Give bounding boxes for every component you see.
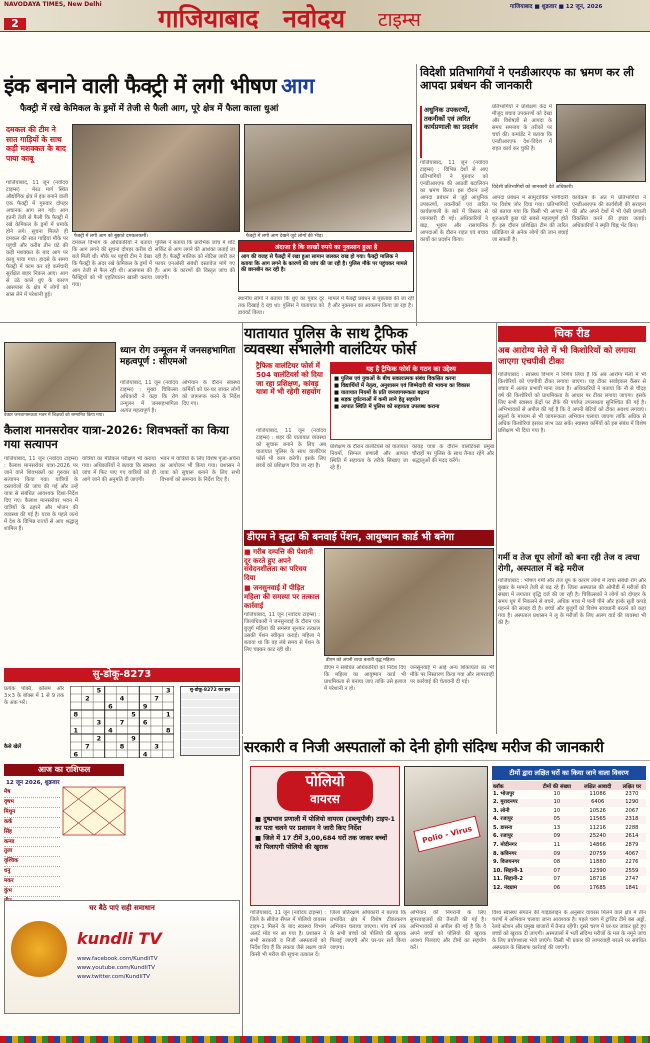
rashifal-sign: तुला (4, 847, 60, 857)
sudoku-cell-value: 6 (142, 718, 148, 727)
sudoku-cell-value: 3 (154, 742, 159, 751)
sudoku-header (4, 668, 240, 682)
polio-table-header: टीमों की संख्या (542, 783, 571, 790)
sudoku-answer-label: सु-डोकू-8272 का हल (181, 687, 239, 693)
ndrf-headline: विदेशी प्रतिभागियों ने एनडीआरएफ का भ्रमण कर ली आपदा प्रबंधन की जानकारी (420, 66, 634, 92)
ndrf-body-col3: आपदा प्रबंधन में सामुदायिक भागीदारी पर विशेष जोर दिया गया। प्रतिभागियों को बताया गया कि किसी भी आपदा में शुरुआती कुछ घंटे सबसे महत्वपूर्ण होते हैं। इस दौरान प्रशिक्षित टीम की त्वरित प्रतिक्रिया से अनेक लोगों की जान बचाई जा सकती है। (492, 195, 568, 243)
fire-photo-2 (244, 124, 412, 232)
traffic-headline-line2: व्यवस्था संभालेगी वालंटियर फोर्स (244, 342, 417, 358)
polio-table-cell: 11216 (589, 824, 606, 831)
polio-table-row (492, 799, 646, 808)
rashifal-sign: मकर (4, 877, 60, 887)
page-number: 2 (4, 18, 26, 30)
traffic-box-item: ■ आपात स्थिति में पुलिस को सहायता उपलब्ध कराना (334, 404, 440, 410)
column-divider (242, 322, 243, 734)
polio-table-cell: 10 (553, 807, 561, 814)
sudoku-cell-value: 3 (165, 686, 171, 695)
rashifal-sign: वृषभ (4, 798, 60, 808)
sudoku-cell-value: 2 (96, 734, 102, 743)
column-divider (416, 64, 417, 326)
sudoku-title: सु-डोकू-8273 (92, 669, 152, 680)
polio-table-title-bar (492, 766, 646, 780)
polio-table-cell: 11. सिहानी-2 (493, 876, 523, 883)
lead-body-col1: गाजियाबाद, 11 जून (नवोदय टाइम्स) : मेरठ मार्ग स्थित औद्योगिक क्षेत्र में इंक बनाने वाली एक फैक्ट्री में गुरुवार दोपहर अचानक आग लग गई। आग इतनी तेजी से फैली कि फैक्ट्री में रखे केमिकल के ड्रमों में धमाके होने लगे। सूचना मिलते ही दमकल की सात गाड़ियां मौके पर पहुंचीं और करीब तीन घंटे की कड़ी मशक्कत के बाद आग पर काबू पाया गया। हादसे के समय फैक्ट्री में काम कर रहे कर्मचारी सुरक्षित बाहर निकल आए। आग से उठे काले धुएं के कारण आसपास के क्षेत्र में लोगों को सांस लेने में परेशानी हुई। (6, 180, 68, 298)
sudoku-cell-value: 4 (142, 750, 148, 758)
traffic-box-item: ■ विद्यार्थियों में नेतृत्व, अनुशासन एवं जिम्मेदारी की भावना का विकास (334, 383, 470, 389)
sudoku-cell-value: 6 (108, 702, 113, 711)
sudoku-cell-value: 8 (165, 726, 171, 735)
ndrf-body-col2: प्रतिभागियों ने प्रशिक्षण केंद्र में मौजूद बचाव उपकरणों को देखा और विशेषज्ञों से आपदा के समय समन्वय के तरीकों पर चर्चा की। कमांडेंट ने बताया कि एनडीआरएफ देश-विदेश में राहत कार्य कर चुकी है। (492, 104, 552, 152)
polio-box (250, 766, 400, 906)
polio-table-cell: 25240 (589, 833, 606, 840)
sudoku-cell-value: 1 (165, 710, 171, 719)
fire-photo-caption: फैक्ट्री में लगी आग को बुझाते दमकलकर्मी। (74, 234, 149, 239)
polio-table-cell: 2370 (625, 790, 639, 797)
dm-caption: डीएम को अपनी व्यथा बताती वृद्ध महिला। (326, 658, 396, 663)
ndrf-caption: विदेशी प्रतिभागियों को जानकारी देते अधिकारी। (492, 185, 574, 190)
polio-table-cell: 18718 (589, 876, 606, 883)
polio-title-2: वायरस (310, 792, 340, 806)
masthead (0, 0, 650, 32)
kundli-ad-link[interactable]: www.twitter.com/KundliTV (77, 974, 150, 980)
lead-body-col5: मामले में फैक्ट्री प्रबंधन से पूछताछ की जा रही है और नुकसान का आकलन किया जा रहा है। (328, 296, 414, 309)
polio-table-row (492, 867, 646, 876)
masthead-city: गाजियाबाद (158, 4, 259, 33)
kundli-ad-link[interactable]: www.facebook.com/KundliTV (77, 956, 158, 962)
column-divider (496, 322, 497, 734)
polio-table-cell: 07 (553, 867, 561, 874)
polio-title-badge (277, 771, 373, 811)
polio-body-col2: जिला प्रतिरक्षण अधिकारी ने बताया कि प्रभावित क्षेत्र में विशेष टीकाकरण अभियान चलाया जाएगा। पांच वर्ष तक के सभी बच्चों को पोलियो की खुराक पिलाई जाएगी और घर-घर सर्वे किया जाएगा। (330, 910, 406, 951)
polio-table-cell: 4. रजापुर (493, 816, 513, 823)
polio-table-cell: 6. रजापुर (493, 833, 513, 840)
traffic-box (330, 362, 492, 440)
rashifal-date: 12 जून 2026, शुक्रवार (6, 780, 60, 786)
ndrf-body-col1: गाजियाबाद, 11 जून (नवोदय टाइम्स) : विभिन्न देशों से आए प्रतिभागियों ने गुरुवार को एनडीआरएफ की आठवीं बटालियन का भ्रमण किया। इस दौरान उन्हें आपदा प्रबंधन से जुड़े आधुनिक उपकरणों, तकनीकों एवं त्वरित कार्यप्रणाली के बारे में विस्तार से जानकारी दी गई। अधिकारियों ने बाढ़, भूकंप और रासायनिक आपदाओं के दौरान राहत एवं बचाव कार्यों का प्रदर्शन किया। (420, 160, 488, 243)
polio-table-cell: 9. विजयनगर (493, 859, 520, 866)
traffic-body-col3: कांवड़ यात्रा के दौरान वालंटियर्स प्रमुख चौराहों पर पुलिस के साथ तैनात रहेंगे और श्रद्धालुओं की मदद करेंगे। (412, 444, 494, 464)
polio-table-cell: 10. सिहानी-1 (493, 867, 523, 874)
sudoku-answer-grid (180, 686, 240, 756)
polio-table-cell: 2288 (625, 824, 639, 831)
polio-table-cell: 2559 (625, 867, 639, 874)
polio-table-cell: 07 (553, 876, 561, 883)
polio-table-cell: 2. मुरादनगर (493, 799, 518, 806)
dm-body-col3: जनसुनवाई में आई अन्य शिकायतों का भी मौके पर निस्तारण किया गया और लापरवाही पर कार्रवाई की चेतावनी दी गई। (410, 665, 494, 685)
polio-table-cell: 3. लोनी (493, 807, 510, 814)
lead-body-col2: दमकल विभाग के अधिकारियों ने बताया कि आग लगने की सूचना दोपहर करीब दो बजे मिली थी। मौके पर पहुंची टीम ने देखा कि फैक्ट्री के अंदर रखे केमिकल के ड्रमों में आग तेजी से फैल रही थी। आसपास की फैक्ट्रियों को भी एहतियातन खाली कराया गया। (72, 240, 152, 288)
rashifal-sign: कन्या (4, 838, 60, 848)
kailash-body-col2: यात्रियों का मेडिकल परीक्षण भी कराया गया। अधिकारियों ने बताया कि स्वास्थ्य जांच में फिट पाए गए यात्रियों को ही आगे जाने की अनुमति दी जाएगी। (82, 456, 156, 483)
date-line: गाजियाबाद ■ शुक्रवार ■ 12 जून, 2026 (510, 4, 603, 10)
polio-table-cell: 1. भोजपुर (493, 790, 515, 797)
lead-headline-text: इंक बनाने वाली फैक्ट्री में लगी भीषण (4, 74, 277, 98)
polio-table-cell: 2318 (625, 816, 639, 823)
polio-table-cell: 05 (553, 816, 561, 823)
traffic-quote: ट्रैफिक वालंटियर फोर्स में 504 वालंटियर्स को दिया जा रहा प्रशिक्षण, कांवड़ यात्रा में भी रहेगी सहयोग (256, 361, 323, 397)
traffic-box-item: ■ सड़क दुर्घटनाओं में कमी लाने हेतु सहयोग (334, 397, 421, 403)
ndrf-photo (556, 104, 646, 182)
lead-body-col3: पुलिस ने बताया कि प्रारंभिक जांच में शॉर्ट सर्किट से आग लगने की आशंका जताई जा रही है। फैक्ट्री मालिक को नोटिस जारी कर फायर एनओसी संबंधी दस्तावेज मांगे गए हैं। आग के कारणों की विस्तृत जांच की जाएगी। (155, 240, 235, 281)
sudoku-cell-value: 3 (96, 718, 102, 727)
polio-table-cell: 13 (553, 824, 561, 831)
polio-table-header: लक्षित घर (622, 783, 642, 790)
polio-table-cell: 09 (553, 850, 561, 857)
sudoku-cell-value: 9 (131, 734, 136, 743)
polio-vial-photo (404, 766, 488, 906)
traffic-box-item: ■ पुलिस एवं युवाओं के बीच सकारात्मक संबंध विकसित करना (334, 376, 456, 382)
dm-body-col2: डीएम ने संबंधित अधिकारियों को निर्देश दिए कि महिला का आयुष्मान कार्ड भी प्राथमिकता से बनाया जाए ताकि उसे इलाज में परेशानी न हो। (324, 665, 406, 692)
polio-bullet: ■ जिले में 17 टीमें 3,00,684 घरों तक जाकर बच्चों को पिलाएगी पोलियो की खुराक (255, 834, 388, 851)
sudoku-cell-value: 8 (73, 710, 79, 719)
rashifal-title: आज का राशिफल (37, 765, 91, 774)
traffic-box-title: यह है ट्रैफिक फोर्स के गठन का उद्देश्य (331, 363, 491, 374)
kundli-chart-icon (62, 786, 126, 836)
polio-headline: सरकारी व निजी अस्पतालों को देनी होगी संदिग्ध मरीज की जानकारी (244, 738, 604, 756)
ndrf-body-col4: कार्यक्रम के अंत में प्रतिभागियों ने एनडीआरएफ की कार्यशैली की सराहना की और अपने देशों में भी ऐसी प्रणाली विकसित करने की इच्छा जताई। अधिकारियों ने स्मृति चिह्न भेंट किए। (572, 195, 646, 229)
polio-table-cell: 2276 (625, 859, 639, 866)
sudoku-cell-value: 5 (131, 710, 136, 719)
sudoku-cell-value: 4 (119, 694, 125, 703)
rashifal-sign: धनु (4, 867, 60, 877)
sudoku-cell-value: 5 (96, 686, 102, 695)
traffic-headline-line1: यातायात पुलिस के साथ ट्रैफिक (244, 326, 408, 342)
lead-box-title: अंदाजा है कि लाखों रुपये का नुकसान हुआ है (239, 241, 413, 252)
row-divider (0, 322, 650, 323)
fire-photo-1 (72, 124, 240, 232)
lead-subhead: फैक्ट्री में रखे केमिकल के ड्रमों में तेजी से फैली आग, पूरे क्षेत्र में फैला काला धुआं (20, 104, 279, 114)
polio-table-cell: 6406 (591, 799, 605, 806)
traffic-headline (244, 326, 494, 358)
rashifal-sign: मेष (4, 788, 60, 798)
polio-table-row (492, 790, 646, 799)
polio-table-cell: 2879 (625, 842, 639, 849)
ndrf-pullquote: अधुनिक उपकरणों, तकनीकों एवं त्वरित कार्यप्रणाली का प्रदर्शन (420, 106, 488, 158)
lead-headline (4, 72, 414, 100)
polio-table-cell: 17685 (589, 885, 606, 892)
polio-table-row (492, 816, 646, 825)
polio-table-row (492, 859, 646, 868)
polio-table-cell: 11 (553, 842, 561, 849)
polio-table-cell: 7. मोदीनगर (493, 842, 517, 849)
cmo-body-col1: गाजियाबाद, 11 जून (नवोदय टाइम्स) : मुख्य चिकित्सा अधिकारी ने कहा कि रोग उन्मूलन में जनसहभागिता अत्यंत महत्वपूर्ण है। (120, 380, 178, 414)
kailash-body-col3: भवन में यात्रियों के लिए विशेष पूजा-अर्चना का आयोजन भी किया गया। प्रशासन ने यात्रा को सुचारू बनाने के लिए सभी विभागों को समन्वय के निर्देश दिए हैं। (160, 456, 240, 483)
fire-photo-caption-right: फैक्ट्री में लगी आग देखने जुटे लोगों की भीड़। (246, 234, 324, 239)
dm-bullet: ■ गरीब दम्पत्ति की पेशानी दूर करते हुए अपने संवेदनशीलता का परिचय दिया (244, 548, 313, 582)
dm-headline-bar (244, 530, 494, 546)
polio-table-cell: 2067 (625, 807, 639, 814)
kundli-ad-link[interactable]: www.youtube.com/KundliTV (77, 965, 155, 971)
dm-bullets (244, 548, 320, 610)
polio-table-cell: 2614 (625, 833, 639, 840)
lead-box-text: आग की वजह से फैक्ट्री में रखा हुआ सामान जलकर राख हो गया। फैक्ट्री मालिक ने बताया कि आग लगने के कारणों की जांच की जा रही है। पुलिस मौके पर पहुंचकर मामले की छानबीन कर रही है। (241, 254, 408, 274)
polio-table-cell: 06 (553, 885, 561, 892)
dm-headline: डीएम ने वृद्धा की बनवाई पेंशन, आयुष्मान कार्ड भी बनेगा (247, 532, 454, 543)
sudoku-cell-value: 7 (154, 694, 159, 703)
polio-table-row (492, 807, 646, 816)
polio-title-1: पोलियो (305, 772, 345, 790)
sudoku-cell-value: 9 (142, 702, 148, 711)
polio-vial-label: Polio - Virus (421, 823, 473, 846)
polio-table-header: लक्षित आबादी (584, 783, 612, 790)
polio-table-cell: 10 (553, 790, 561, 797)
polio-body-col3: अभियान की निगरानी के लिए सुपरवाइजरों की तैनाती की गई है। अभिभावकों से अपील की गई है कि वे अपने बच्चों को पोलियो की खुराक अवश्य पिलवाएं और टीमों का सहयोग करें। (410, 910, 486, 951)
chikitsa-subhead: गर्मी व तेज धूप लोगों को बना रही तेज व त्वचा रोगी, अस्पताल में बढ़े मरीज (498, 552, 640, 573)
polio-table-row (492, 833, 646, 842)
chikitsa-body: गाजियाबाद : स्वास्थ्य विभाग ने निर्णय लिया है कि अब आरोग्य मेलों में भी किशोरियों को एचपीवी टीका लगाया जाएगा। यह टीका सर्वाइकल कैंसर से बचाव में अत्यंत प्रभावी माना जाता है। अधिकारियों ने बताया कि नौ से चौदह वर्ष की किशोरियों को प्राथमिकता के आधार पर टीका लगाया जाएगा। इसके लिए सभी स्वास्थ्य केंद्रों पर टीके की पर्याप्त उपलब्धता सुनिश्चित की गई है। अभिभावकों से अपील की गई है कि वे अपनी बेटियों को टीका अवश्य लगवाएं। स्कूलों के माध्यम से भी जागरूकता अभियान चलाया जाएगा ताकि अधिक से अधिक किशोरियां इसका लाभ उठा सकें। स्वास्थ्य कर्मियों को इस संबंध में विशेष प्रशिक्षण भी दिया गया है। (498, 372, 646, 434)
cmo-caption: वेक्टर जनजागरूकता भवन में शिक्षकों को सम्मानित किया गया। (4, 413, 105, 418)
kundli-ad-tagline: घर बैठे पाएं सही समाधान (89, 904, 155, 912)
polio-table-row (492, 842, 646, 851)
sudoku-how-to: कैसे खेलें (4, 744, 22, 750)
polio-table-cell: 10526 (589, 807, 606, 814)
masthead-brand: नवोदय (283, 4, 346, 33)
dm-bullet: ■ जनसुनवाई में पीड़ित महिला की समस्या पर तत्काल कार्रवाई (244, 584, 320, 610)
polio-bullet: ■ दुष्प्रभाव प्रणाली में पोलियो वायरस (डब्ल्यूपीवी) टाइप-1 का पता चलने पर प्रशासन ने जारी किए निर्देश (255, 815, 395, 832)
polio-table-header: ब्लॉक (493, 783, 504, 790)
rashifal-sign: वृश्चिक (4, 857, 60, 867)
polio-vial-label-bg (413, 816, 480, 853)
sudoku-cell-value: 6 (73, 750, 79, 758)
dm-photo (324, 548, 494, 656)
chikitsa-section-label: चिक रीड (554, 327, 590, 340)
polio-table-cell: 20759 (589, 850, 606, 857)
polio-table-row (492, 824, 646, 833)
polio-table-row (492, 850, 646, 859)
polio-table-cell: 1841 (625, 885, 639, 892)
polio-table-cell: 11086 (589, 790, 606, 797)
sudoku-cell-value: 2 (85, 694, 90, 703)
polio-table-cell: 8. कविनगर (493, 850, 517, 857)
sudoku-instructions: प्रत्येक पंक्ति, कॉलम और 3×3 के बॉक्स में 1 से 9 तक के अंक भरें। (4, 686, 64, 706)
lead-headline-accent: आग (281, 74, 315, 98)
lead-box (238, 240, 414, 292)
polio-table-cell: 10 (553, 799, 561, 806)
dm-body-col1: गाजियाबाद, 11 जून (नवोदय टाइम्स) : जिलाधिकारी ने जनसुनवाई के दौरान एक बुजुर्ग महिला की समस्या सुनकर तत्काल उसकी पेंशन स्वीकृत कराई। महिला ने बताया था कि वह लंबे समय से पेंशन के लिए चक्कर काट रही थी। (244, 612, 320, 653)
kailash-body-col1: गाजियाबाद, 11 जून (नवोदय टाइम्स) : कैलाश मानसरोवर यात्रा-2026 पर जाने वाले शिवभक्तों का गुरुवार को सत्यापन किया गया। यात्रियों के दस्तावेजों की जांच की गई और उन्हें यात्रा से संबंधित आवश्यक दिशा-निर्देश दिए गए। कैलाश मानसरोवर भवन में यात्रियों के ठहरने और भोजन की व्यवस्था की गई है। यात्रा के पहले जत्थे में देश के विभिन्न राज्यों से आए श्रद्धालु शामिल हैं। (4, 456, 78, 532)
sudoku-grid (70, 686, 174, 758)
cmo-headline: ध्यान रोग उन्मूलन में जनसहभागिता महत्वपूर्ण : सीएमओ (120, 346, 236, 367)
polio-table-cell: 4067 (625, 850, 639, 857)
kundli-ad-logo-icon (11, 921, 67, 977)
column-divider (242, 736, 243, 1036)
lead-sidebar-quote: दमकल की टीम ने सात गाड़ियों के साथ कड़ी मशक्कत के बाद पाया काबू (6, 125, 66, 163)
polio-table-cell: 08 (553, 859, 561, 866)
traffic-body-col1: गाजियाबाद, 11 जून (नवोदय टाइम्स) : शहर की यातायात व्यवस्था को सुचारू बनाने के लिए अब यातायात पुलिस के साथ वालंटियर फोर्स भी काम करेगी। इसके लिए छात्रों को प्रशिक्षण दिया जा रहा है। (256, 428, 326, 469)
rashifal-sign: मिथुन (4, 808, 60, 818)
polio-table-row (492, 885, 646, 894)
rashifal-header (4, 764, 124, 776)
polio-table-cell: 12. नंदग्राम (493, 885, 518, 892)
traffic-box-item: ■ यातायात नियमों के प्रति जनजागरूकता बढ़ाना (334, 390, 430, 396)
polio-table-title: टीमों द्वारा लक्षित घरों का किया जाने वाला विवरण (509, 769, 629, 777)
kundli-ad (4, 900, 240, 1014)
polio-body-col1: गाजियाबाद, 11 जून (नवोदय टाइम्स) : जिले के सीवेज सैंपल में पोलियो वायरस टाइप-1 मिलने के बाद स्वास्थ्य विभाग अलर्ट मोड पर आ गया है। प्रशासन ने सभी सरकारी व निजी अस्पतालों को निर्देश दिए हैं कि लकवा जैसे लक्षण वाले किसी भी मरीज की सूचना तत्काल दें। (250, 910, 326, 958)
chikitsa-section-bar (498, 326, 646, 342)
polio-table-cell: 11880 (589, 859, 606, 866)
polio-table-cell: 14866 (589, 842, 606, 849)
polio-table-cell: 1290 (625, 799, 639, 806)
cmo-body-col2: अभियान के दौरान स्वास्थ्य कर्मियों को घर-घर जाकर लोगों को जागरूक करने के निर्देश दिए गए। (182, 380, 240, 407)
chikitsa-body-2: गाजियाबाद : भीषण गर्मी और तेज धूप के कारण लोगों में त्वचा संबंधी रोग और बुखार के मामले तेजी से बढ़ रहे हैं। जिला अस्पताल की ओपीडी में मरीजों की संख्या में लगातार वृद्धि दर्ज की जा रही है। चिकित्सकों ने लोगों को दोपहर के समय धूप में निकलने से बचने, अधिक मात्रा में पानी पीने और हल्के सूती कपड़े पहनने की सलाह दी है। बच्चों और बुजुर्गों को विशेष सावधानी बरतने को कहा गया है। अस्पताल प्रशासन ने लू के मरीजों के लिए अलग वार्ड की व्यवस्था भी की है। (498, 578, 646, 626)
polio-table-cell: 11565 (589, 816, 606, 823)
polio-rule (250, 760, 650, 761)
sudoku-cell-value: 4 (108, 726, 113, 735)
rashifal-sign: सिंह (4, 828, 60, 838)
sudoku-cell-value: 1 (73, 726, 79, 735)
traffic-body-col2: प्रशिक्षण के दौरान वालंटियर्स को यातायात नियमों, सिग्नल प्रणाली और आपात स्थिति में सहायता के तरीके सिखाए जा रहे हैं। (330, 444, 408, 471)
polio-table-cell: 12390 (589, 867, 606, 874)
rashifal-sign: कर्क (4, 818, 60, 828)
kundli-ad-brand: kundli TV (77, 929, 162, 948)
masthead-latin: टाइम्स (378, 9, 421, 31)
polio-table-cell: 5. डासना (493, 824, 513, 831)
cmo-photo (4, 342, 116, 412)
sudoku-cell-value: 7 (119, 718, 125, 727)
chikitsa-headline: अब आरोग्य मेले में भी किशोरियों को लगाया जाएगा एचपीवी टीका (498, 346, 636, 367)
polio-table-row (492, 876, 646, 885)
polio-table-cell: 2747 (625, 876, 639, 883)
lead-body-col4: स्थानीय लोगों ने बताया कि धुएं का गुबार दूर तक दिखाई दे रहा था। पुलिस ने यातायात को डायवर्ट किया। (238, 296, 324, 316)
rashifal-list (4, 788, 60, 907)
sudoku-cell-value: 8 (119, 742, 125, 751)
color-registration-bar (0, 1036, 650, 1043)
polio-table-header-row (492, 781, 646, 790)
rashifal-sign: कुंभ (4, 887, 60, 897)
polio-body-col4: विश्व स्वास्थ्य संगठन की गाइडलाइन के अनुसार वायरस मिलने वाले क्षेत्र में तीन चरणों में अभियान चलाया जाना आवश्यक है। पहले चरण में ट्रांजिट टीमें बस अड्डों, रेलवे स्टेशन और प्रमुख बाजारों में तैनात रहेंगी। दूसरे चरण में घर-घर जाकर छूटे हुए बच्चों को खुराक दी जाएगी। अस्पतालों में भर्ती संदिग्ध मरीजों के मल के नमूने जांच के लिए प्रयोगशाला भेजे जाएंगे। किसी भी प्रकार की लापरवाही बरतने पर संबंधित अस्पताल के खिलाफ कार्रवाई की जाएगी। (492, 910, 646, 951)
polio-table (492, 781, 646, 893)
edition-line: NAVODAYA TIMES, New Delhi (4, 1, 102, 8)
sudoku-cell-value: 7 (85, 742, 90, 751)
polio-table-cell: 09 (553, 833, 561, 840)
kailash-headline: कैलाश मानसरोवर यात्रा-2026: शिवभक्तों का किया गया सत्यापन (4, 423, 229, 451)
